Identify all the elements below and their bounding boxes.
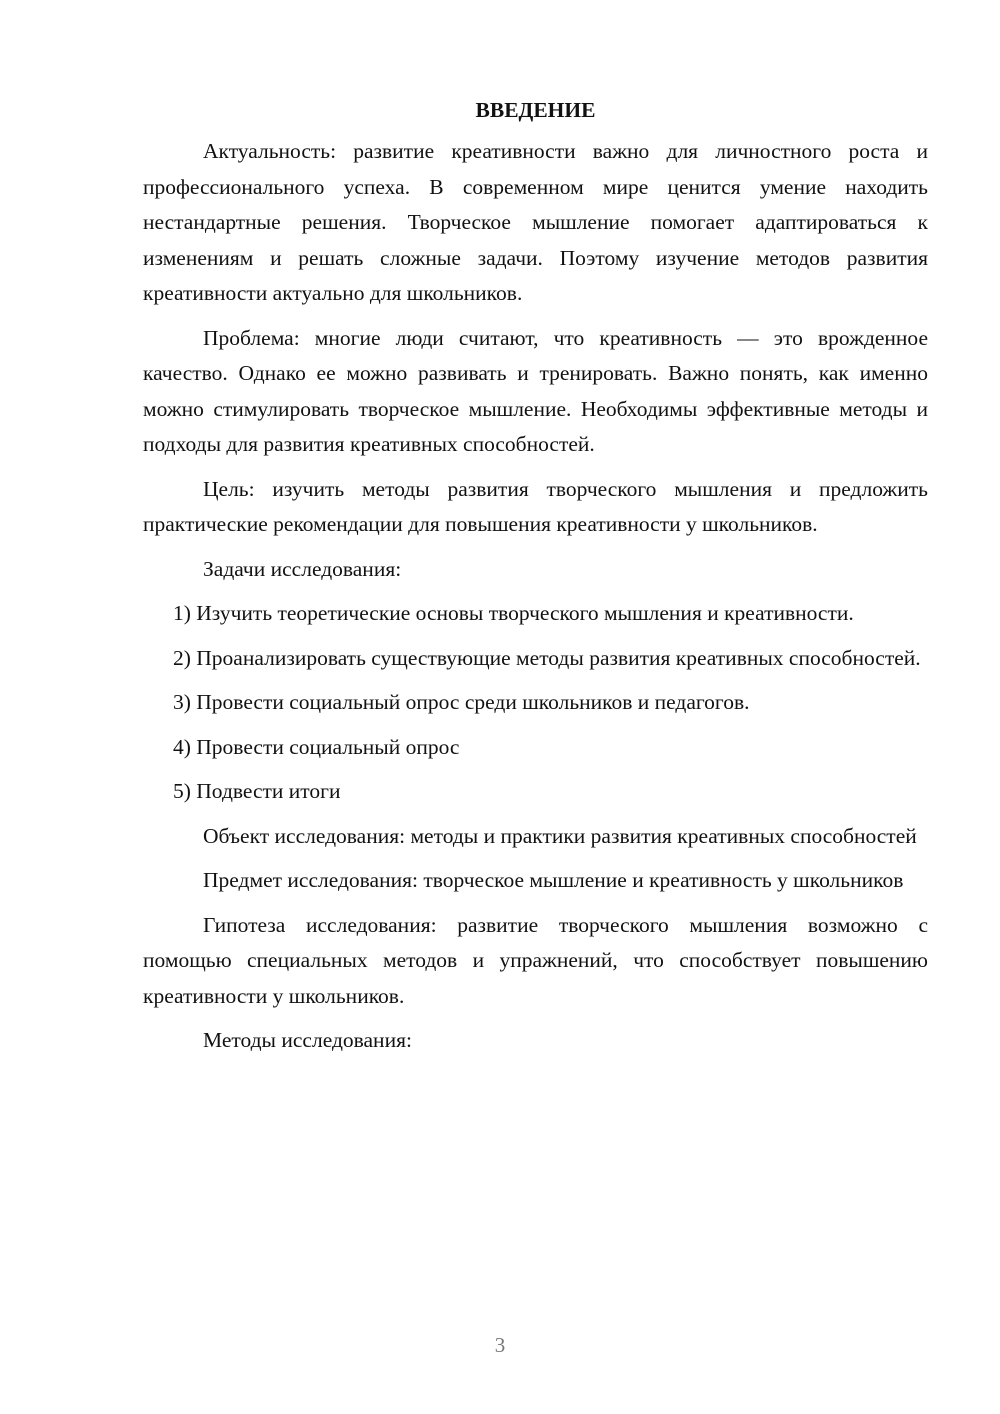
section-title: ВВЕДЕНИЕ [475, 98, 596, 122]
page-number: 3 [494, 1333, 506, 1357]
object-paragraph: Объект исследования: методы и практики развития креативных способностей [203, 823, 917, 848]
task-item: 2) Проанализировать существующие методы развития креативных способностей. [173, 645, 921, 670]
page-content [143, 95, 928, 1068]
task-item: 5) Подвести итоги [173, 779, 341, 803]
hypothesis-paragraph: Гипотеза исследования: развитие творческого мышления возможно с помощью специальных методов и упражнений, что способствует повышению креативности у школьников. [143, 912, 928, 1008]
methods-heading: Методы исследования: [203, 1028, 412, 1052]
task-item: 4) Провести социальный опрос [173, 734, 460, 759]
relevance-paragraph: Актуальность: развитие креативности важно для личностного роста и профессионального успеха. В современном мире ценится умение находить нестандартные решения. Творческое мышление помогает адаптироваться к изменениям и решать сложные задачи. Поэтому изучение методов развития креативности актуально для школьников. [143, 139, 928, 305]
goal-paragraph: Цель: изучить методы развития творческого мышления и предложить практические рекомендации для повышения креативности у школьников. [143, 476, 928, 536]
task-item: 1) Изучить теоретические основы творческого мышления и креативности. [173, 601, 854, 625]
task-item: 3) Провести социальный опрос среди школьников и педагогов. [173, 690, 750, 714]
subject-paragraph: Предмет исследования: творческое мышление и креативность у школьников [203, 868, 904, 892]
tasks-heading: Задачи исследования: [203, 556, 402, 581]
problem-paragraph: Проблема: многие люди считают, что креативность — это врожденное качество. Однако ее можно развивать и тренировать. Важно понять, как именно можно стимулировать творческое мышление. Необходимы эффективные методы и подходы для развития креативных способностей. [143, 325, 928, 456]
